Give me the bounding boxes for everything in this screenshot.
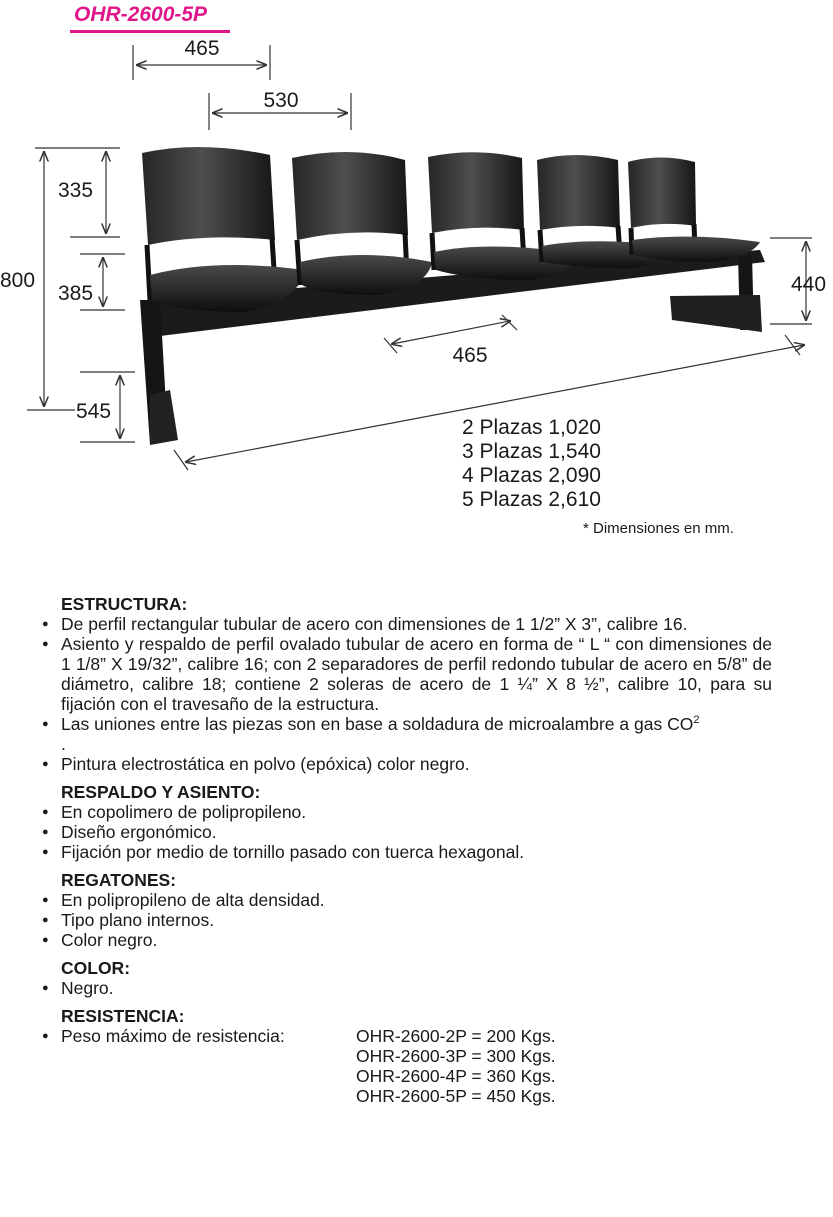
dim-label-335: 335 — [58, 179, 94, 202]
list-item: ● En polipropileno de alta densidad. — [40, 890, 772, 910]
list-item: ● Asiento y respaldo de perfil ovalado tubular de acero en forma de “ L “ con dimensiones de 1 1/8” X 19/32”, calibre 16; con 2 separadores de perfil redondo tubular de acero en 5/8” de diámetro, calibre 18; contiene 2 soleras de acero de 1 ¼” X 8 ½”, calibre 10, para su fijación con el travesaño de la estructura. — [40, 634, 772, 714]
bench-dimension-drawing — [0, 30, 833, 550]
list-item: ● Fijación por medio de tornillo pasado con tuerca hexagonal. — [40, 842, 772, 862]
dim-label-800: 800 — [0, 269, 36, 292]
list-item: ● Color negro. — [40, 930, 772, 950]
co2-subscript: 2 — [693, 714, 700, 726]
list-item: ● Tipo plano internos. — [40, 910, 772, 930]
length-row: 4 Plazas 2,090 — [462, 464, 601, 487]
section-estructura — [40, 594, 772, 774]
resistance-value: OHR-2600-3P = 300 Kgs. — [356, 1046, 556, 1066]
section-title: REGATONES: — [61, 870, 177, 890]
dim-label-385: 385 — [58, 282, 94, 305]
dim-label-440: 440 — [791, 273, 827, 296]
resistance-value: OHR-2600-2P = 200 Kgs. — [356, 1026, 556, 1046]
section-title: RESPALDO Y ASIENTO: — [61, 782, 261, 802]
list-item — [40, 714, 772, 754]
list-item — [40, 1026, 772, 1106]
list-item: ● En copolimero de polipropileno. — [40, 802, 772, 822]
resistance-label: ● Peso máximo de resistencia: — [61, 1026, 285, 1046]
seat-1 — [142, 147, 305, 312]
section-title: RESISTENCIA: — [61, 1006, 185, 1026]
length-row: 2 Plazas 1,020 — [462, 416, 601, 439]
model-title: OHR-2600-5P — [74, 3, 208, 26]
resistance-value: OHR-2600-5P = 450 Kgs. — [356, 1086, 556, 1106]
section-respaldo-asiento — [40, 782, 772, 862]
dimension-labels — [0, 37, 826, 423]
length-row: 3 Plazas 1,540 — [462, 440, 601, 463]
dim-label-545: 545 — [76, 400, 112, 423]
dim-label-530: 530 — [263, 89, 299, 112]
spec-sheet — [40, 594, 772, 1114]
section-color — [40, 958, 772, 998]
resistance-values — [356, 1026, 556, 1106]
section-title: COLOR: — [61, 958, 131, 978]
list-item: ● De perfil rectangular tubular de acero con dimensiones de 1 1/2” X 3”, calibre 16. — [40, 614, 772, 634]
seat-2 — [292, 152, 432, 295]
dim-label-465-depth: 465 — [452, 344, 488, 367]
list-item: ● Diseño ergonómico. — [40, 822, 772, 842]
dim-label-465-top: 465 — [184, 37, 220, 60]
seat-5 — [628, 158, 760, 263]
list-item-text: Las uniones entre las piezas son en base a soldadura de microalambre a gas CO — [61, 714, 694, 734]
resistance-value: OHR-2600-4P = 360 Kgs. — [356, 1066, 556, 1086]
units-note: * Dimensiones en mm. — [583, 520, 734, 537]
section-regatones — [40, 870, 772, 950]
length-row: 5 Plazas 2,610 — [462, 488, 601, 511]
length-table — [462, 416, 601, 512]
section-resistencia — [40, 1006, 772, 1106]
section-title: ESTRUCTURA: — [61, 594, 188, 614]
list-item: ● Pintura electrostática en polvo (epóxica) color negro. — [40, 754, 772, 774]
list-item-end: . — [61, 734, 66, 754]
list-item: ● Negro. — [40, 978, 772, 998]
